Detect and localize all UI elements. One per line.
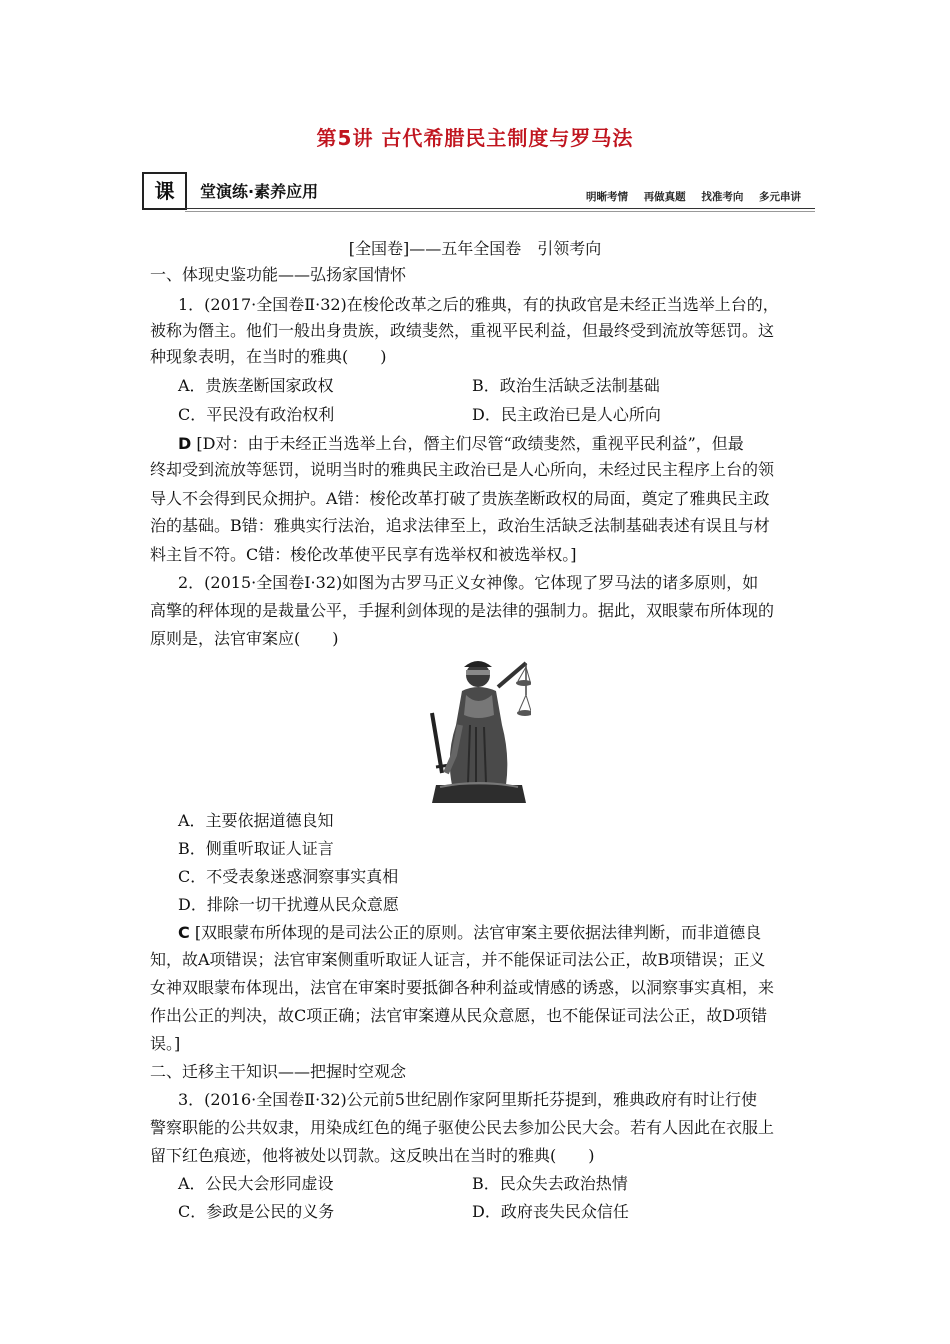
justice-statue-image bbox=[426, 655, 531, 803]
explanation-text: [双眼蒙布所体现的是司法公正的原则。法官审案主要依据法律判断，而非道德良 bbox=[194, 923, 762, 942]
question-2-line: 原则是，法官审案应( ) bbox=[150, 629, 339, 648]
question-3-line: 3．(2016·全国卷Ⅱ·32)公元前5世纪剧作家阿里斯托芬提到，雅典政府有时让行使 bbox=[178, 1090, 757, 1109]
question-3-line: 警察职能的公共奴隶，用染成红色的绳子驱使公民去参加公民大会。若有人因此在衣服上 bbox=[150, 1118, 775, 1137]
explanation-line: 知，故A项错误；法官审案侧重听取证人证言，并不能保证司法公正，故B项错误；正义 bbox=[150, 950, 766, 969]
question-2-option-c: C．不受表象迷惑洞察事实真相 bbox=[178, 867, 399, 886]
question-2-option-b: B．侧重听取证人证言 bbox=[178, 839, 334, 858]
question-1-answer: D bbox=[178, 434, 192, 453]
question-1-option-c: C．平民没有政治权利 bbox=[178, 405, 335, 424]
question-2-line: 高擎的秤体现的是裁量公平，手握利剑体现的是法律的强制力。据此，双眼蒙布所体现的 bbox=[150, 601, 775, 620]
banner-tag: 明晰考情 bbox=[586, 191, 629, 203]
question-1-option-d: D．民主政治已是人心所向 bbox=[472, 405, 661, 424]
banner-rule-thin bbox=[185, 211, 815, 212]
section-banner bbox=[142, 172, 815, 212]
question-1-option-b: B．政治生活缺乏法制基础 bbox=[472, 376, 660, 395]
question-1-line: 被称为僭主。他们一般出身贵族，政绩斐然，重视平民利益，但最终受到流放等惩罚。这 bbox=[150, 321, 775, 340]
question-2-explanation bbox=[178, 920, 761, 946]
question-2-option-d: D．排除一切干扰遵从民众意愿 bbox=[178, 895, 399, 914]
section-heading-1: 一、体现史鉴功能——弘扬家国情怀 bbox=[150, 265, 407, 284]
explanation-line: 作出公正的判决，故C项正确；法官审案遵从民众意愿，也不能保证司法公正，故D项错 bbox=[150, 1006, 768, 1025]
explanation-line: 女神双眼蒙布体现出，法官在审案时要抵御各种利益或情感的诱惑，以洞察事实真相，来 bbox=[150, 978, 775, 997]
banner-tag: 多元串讲 bbox=[759, 191, 801, 203]
question-3-option-b: B．民众失去政治热情 bbox=[472, 1174, 628, 1193]
question-1-line: 1．(2017·全国卷Ⅱ·32)在梭伦改革之后的雅典，有的执政官是未经正当选举上台的， bbox=[178, 295, 779, 314]
question-2-option-a: A．主要依据道德良知 bbox=[178, 811, 334, 830]
explanation-line: 终却受到流放等惩罚，说明当时的雅典民主政治已是人心所向，未经过民主程序上台的领 bbox=[150, 460, 775, 479]
banner-tag: 再做真题 bbox=[643, 191, 686, 203]
question-2-answer: C bbox=[178, 923, 190, 942]
section-header: [全国卷]——五年全国卷 引领考向 bbox=[348, 239, 602, 258]
explanation-line: 料主旨不符。C错：梭伦改革使平民享有选举权和被选举权。] bbox=[150, 545, 577, 564]
explanation-line: 误。] bbox=[150, 1034, 181, 1053]
question-3-line: 留下红色痕迹，他将被处以罚款。这反映出在当时的雅典( ) bbox=[150, 1146, 595, 1165]
question-1-line: 种现象表明，在当时的雅典( ) bbox=[150, 347, 387, 366]
section-heading-2: 二、迁移主干知识——把握时空观念 bbox=[150, 1062, 407, 1081]
explanation-line: 治的基础。B错：雅典实行法治，追求法律至上，政治生活缺乏法制基础表述有误且与材 bbox=[150, 516, 770, 535]
question-3-option-c: C．参政是公民的义务 bbox=[178, 1202, 335, 1221]
banner-subtitle: 堂演练·素养应用 bbox=[200, 182, 319, 201]
banner-tags bbox=[574, 189, 801, 204]
question-3-option-a: A．公民大会形同虚设 bbox=[178, 1174, 334, 1193]
banner-ke-box: 课 bbox=[142, 172, 187, 210]
explanation-text: [D对：由于未经正当选举上台，僭主们尽管“政绩斐然，重视平民利益”，但最 bbox=[196, 434, 744, 453]
question-1-explanation bbox=[178, 431, 744, 457]
explanation-line: 导人不会得到民众拥护。A错：梭伦改革打破了贵族垄断政权的局面，奠定了雅典民主政 bbox=[150, 489, 770, 508]
question-3-option-d: D．政府丧失民众信任 bbox=[472, 1202, 629, 1221]
banner-rule bbox=[185, 208, 815, 209]
banner-tag: 找准考向 bbox=[701, 191, 744, 203]
question-1-option-a: A．贵族垄断国家政权 bbox=[178, 376, 334, 395]
question-2-line: 2．(2015·全国卷Ⅰ·32)如图为古罗马正义女神像。它体现了罗马法的诸多原则，如 bbox=[178, 573, 759, 592]
page-title: 第5讲 古代希腊民主制度与罗马法 bbox=[316, 126, 634, 150]
